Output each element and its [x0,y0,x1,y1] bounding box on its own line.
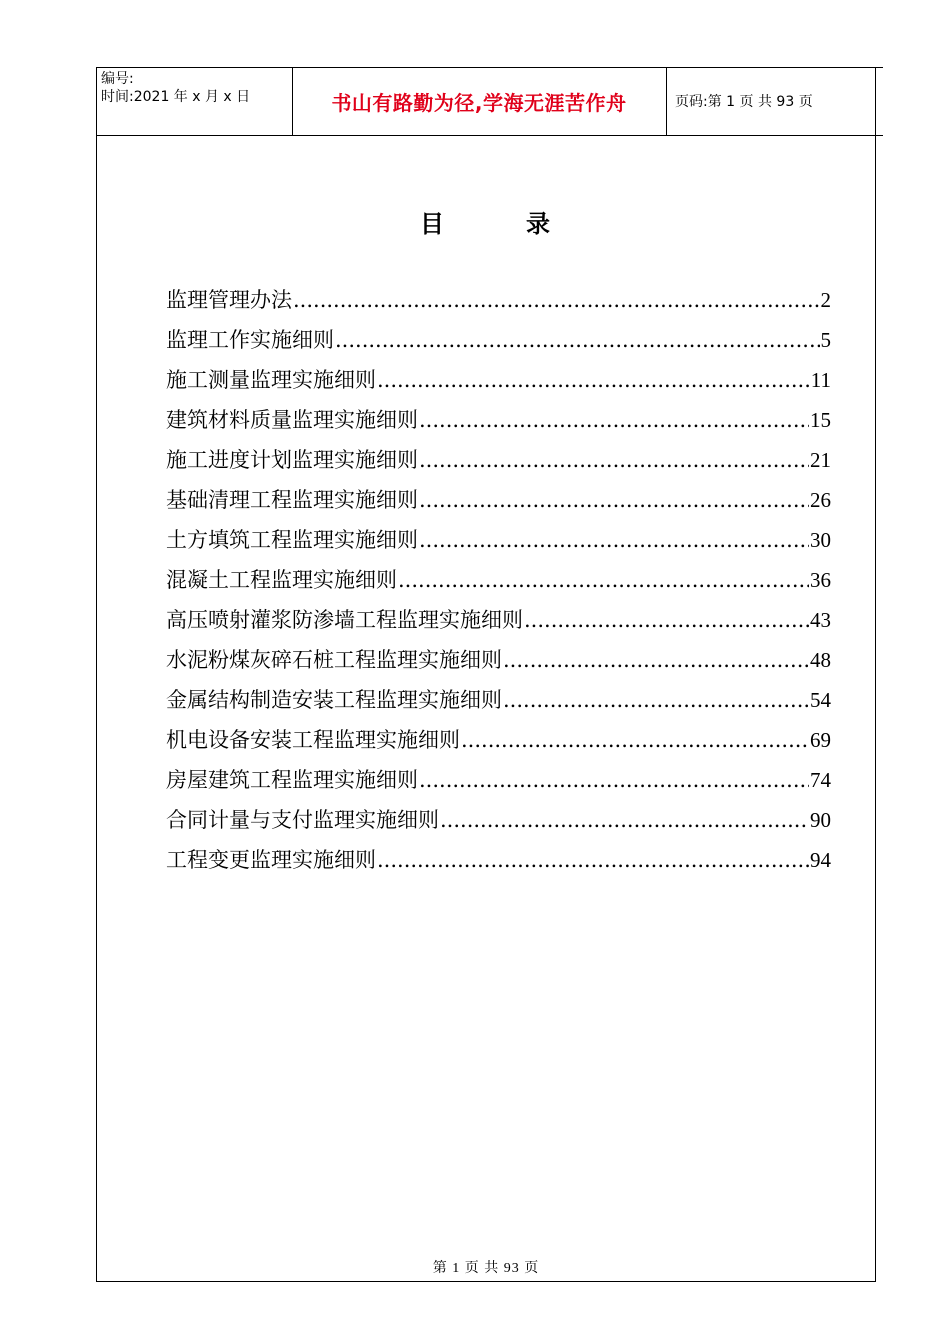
toc-entry-page: 15 [810,408,831,432]
toc-entry[interactable] [166,802,831,842]
toc-entry-page: 54 [810,688,831,712]
toc-leader-dots [335,322,820,358]
header-meta [101,70,289,106]
toc-entry[interactable] [166,282,831,322]
toc-leader-dots [398,562,809,598]
toc-leader-dots [524,602,809,638]
toc-title-left: 目 [420,210,446,238]
toc-leader-dots [461,722,809,758]
toc-entry[interactable] [166,322,831,362]
toc-entry-page: 30 [810,528,831,552]
toc-entry[interactable] [166,682,831,722]
document-number-label: 编号: [101,71,134,87]
toc-leader-dots [377,362,810,398]
toc-entry-label: 水泥粉煤灰碎石桩工程监理实施细则 [166,648,502,672]
toc-entry-label: 高压喷射灌浆防渗墙工程监理实施细则 [166,608,523,632]
toc-leader-dots [419,402,809,438]
toc-entry-label: 工程变更监理实施细则 [166,848,376,872]
toc-entry-label: 建筑材料质量监理实施细则 [166,408,418,432]
toc-entry-page: 69 [810,728,831,752]
toc-entry-page: 11 [810,368,831,392]
document-time-label: 时间:2021 年 x 月 x 日 [101,89,251,105]
toc-entry[interactable] [166,562,831,602]
toc-entry-label: 监理工作实施细则 [166,328,334,352]
toc-entry-page: 21 [810,448,831,472]
toc-entry[interactable] [166,402,831,442]
toc-list [166,282,831,882]
toc-entry-label: 施工测量监理实施细则 [166,368,376,392]
toc-entry-page: 94 [810,848,831,872]
toc-entry[interactable] [166,642,831,682]
toc-entry[interactable] [166,842,831,882]
toc-entry-page: 43 [810,608,831,632]
toc-leader-dots [419,442,809,478]
toc-leader-dots [419,482,809,518]
toc-entry-page: 5 [820,328,831,352]
toc-leader-dots [503,642,809,678]
toc-entry[interactable] [166,722,831,762]
header-bottom-rule [96,135,883,136]
toc-entry-label: 监理管理办法 [166,288,292,312]
toc-entry-label: 基础清理工程监理实施细则 [166,488,418,512]
toc-entry-label: 施工进度计划监理实施细则 [166,448,418,472]
toc-entry-page: 74 [810,768,831,792]
toc-entry-label: 机电设备安装工程监理实施细则 [166,728,460,752]
toc-entry[interactable] [166,522,831,562]
toc-entry-page: 90 [810,808,831,832]
toc-entry-page: 48 [810,648,831,672]
toc-entry-label: 土方填筑工程监理实施细则 [166,528,418,552]
toc-entry-label: 混凝土工程监理实施细则 [166,568,397,592]
header-page-info: 页码:第 1 页 共 93 页 [675,94,813,110]
toc-leader-dots [503,682,809,718]
toc-entry[interactable] [166,362,831,402]
toc-title [96,204,876,239]
toc-leader-dots [293,282,820,318]
page-footer: 第 1 页 共 93 页 [432,1261,540,1276]
toc-entry-label: 金属结构制造安装工程监理实施细则 [166,688,502,712]
toc-entry-page: 2 [820,288,831,312]
toc-leader-dots [419,762,809,798]
toc-entry-page: 36 [810,568,831,592]
toc-entry[interactable] [166,442,831,482]
toc-leader-dots [440,802,809,838]
toc-entry[interactable] [166,762,831,802]
toc-leader-dots [419,522,809,558]
toc-entry-label: 合同计量与支付监理实施细则 [166,808,439,832]
toc-entry[interactable] [166,482,831,522]
toc-entry-label: 房屋建筑工程监理实施细则 [166,768,418,792]
header-motto: 书山有路勤为径,学海无涯苦作舟 [331,90,627,115]
toc-title-right: 录 [526,210,552,238]
toc-leader-dots [377,842,809,878]
toc-entry-page: 26 [810,488,831,512]
toc-entry[interactable] [166,602,831,642]
